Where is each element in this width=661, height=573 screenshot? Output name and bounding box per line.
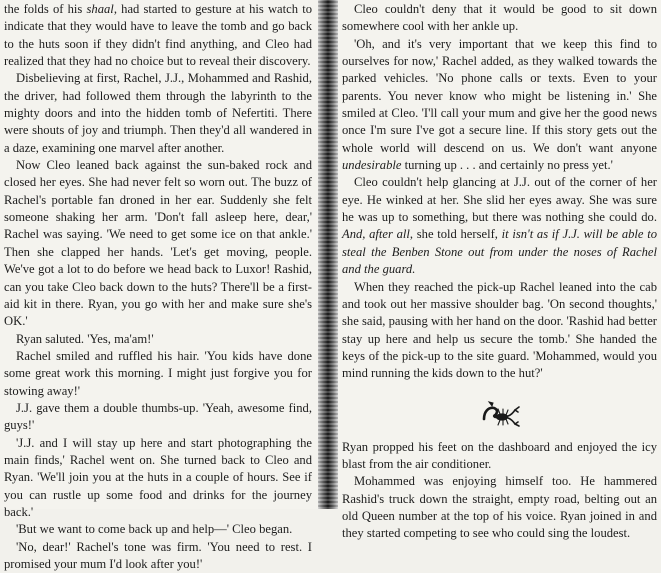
paragraph: Rachel smiled and ruffled his hair. 'You kids have done some great work this morning. I might just forgive you for stowing away!' (4, 348, 312, 398)
paragraph: Now Cleo leaned back against the sun-baked rock and closed her eyes. She had never felt so worn out. The buzz of Rachel's portable fan droned in her ear. Suddenly she felt someone shaking her arm. 'Don't fall asleep here, dear,' Rachel was saying. 'We need to get some ice on that ankle.' Then she clapped her hands. 'Let's get moving, people. We've got a lot to do before we head back to Luxor! Rashid, can you take Cleo back down to the huts? There'll be a first-aid kit in there. Ryan, you go with her and make sure she's OK.' (4, 158, 312, 329)
paragraph: Disbelieving at first, Rachel, J.J., Mohammed and Rashid, the driver, had followed them through the labyrinth to the mighty doors and into the hidden tomb of Nefertiti. There were shouts of joy and triumph. Then they'd all wandered in a daze, examining one marvel after another. (4, 71, 312, 155)
paragraph: 'But we want to come back up and help—' Cleo began. (16, 522, 293, 537)
paragraph: Ryan propped his feet on the dashboard and enjoyed the icy blast from the air conditioner. (342, 439, 657, 471)
paragraph: Ryan saluted. 'Yes, ma'am!' (16, 331, 154, 346)
section-divider (342, 385, 657, 439)
paragraph: When they reached the pick-up Rachel leaned into the cab and took out her massive shoulder bag. 'On second thoughts,' she said, pausing with her hand on the door. 'Rashid had better stay up here and help us secure the tomb.' She handed the keys of the pick-up to the site guard. 'Mohammed, would you mind running the kids down to the hut?' (342, 279, 657, 381)
paragraph: Mohammed was enjoying himself too. He hammered Rashid's truck down the straight, empty road, belting out an old Queen number at the top of his voice. Ryan joined in and they started competing to see who could sing the loudest. (342, 474, 657, 541)
paragraph: J.J. gave them a double thumbs-up. 'Yeah, awesome find, guys!' (4, 400, 312, 433)
right-page (338, 0, 661, 541)
paragraph: 'J.J. and I will stay up here and start photographing the main finds,' Rachel went on. She turned back to Cleo and Ryan. 'We'll join you at the huts in a couple of hours. See if you can rustle up some food and drinks for the journey back.' (4, 435, 312, 519)
left-page (0, 0, 318, 571)
paragraph: Cleo couldn't deny that it would be good to sit down somewhere cool with her ankle up. (342, 2, 657, 34)
paragraph: 'No, dear!' Rachel's tone was firm. 'You need to rest. I promised your mum I'd look after you!' (4, 539, 312, 571)
paragraph: Cleo couldn't help glancing at J.J. out of the corner of her eye. He winked at her. She slid her eyes away. She was sure he was up to something, but there was nothing she could do. And, after all, she told herself, it isn't as if J.J. will be able to steal the Benben Stone out from under the noses of Rachel and the guard. (342, 175, 657, 277)
book-spine (318, 0, 338, 509)
paragraph: 'Oh, and it's very important that we keep this find to ourselves for now,' Rachel added, as they walked towards the parked vehicles. 'No phone calls or texts. Even to your parents. You never know who might be listening in.' She smiled at Cleo. 'I'll call your mum and give her the good news once I'm sure I've got a secure line. If this story gets out the whole world will descend on us. We don't want anyone undesirable turning up . . . and certainly no press yet.' (342, 36, 657, 173)
paragraph: the folds of his shaal, had started to gesture at his watch to indicate that they would have to leave the tomb and go back to the huts soon if they didn't find anything, and Cleo had realized that they had no choice but to reveal their discovery. (4, 2, 313, 69)
scorpion-icon (478, 395, 522, 429)
